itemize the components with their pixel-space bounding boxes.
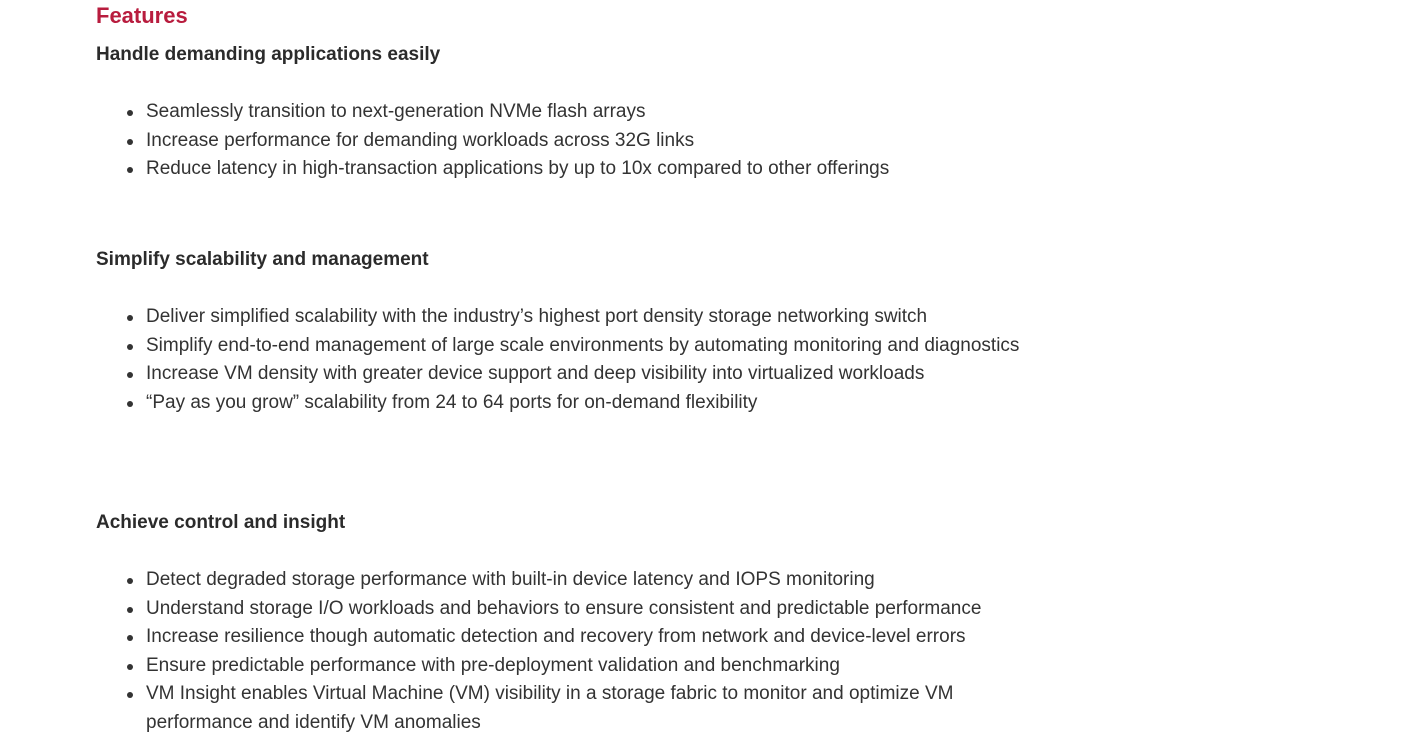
- list-item: “Pay as you grow” scalability from 24 to 64 ports for on-demand flexibility: [96, 389, 1026, 418]
- bullet-list: [96, 303, 1056, 417]
- list-item: Reduce latency in high-transaction applications by up to 10x compared to other offerings: [96, 155, 1026, 184]
- list-item: VM Insight enables Virtual Machine (VM) visibility in a storage fabric to monitor and optimize VM performance and identify VM anomalies: [96, 680, 1026, 737]
- section-simplify-scalability: [96, 248, 1056, 417]
- section-heading: Achieve control and insight: [96, 512, 346, 533]
- list-item: Simplify end-to-end management of large scale environments by automating monitoring and diagnostics: [96, 332, 1026, 361]
- section-heading: Handle demanding applications easily: [96, 44, 441, 65]
- bullet-list: [96, 98, 1056, 184]
- list-item: Understand storage I/O workloads and behaviors to ensure consistent and predictable performance: [96, 595, 1026, 624]
- list-item: Increase VM density with greater device support and deep visibility into virtualized workloads: [96, 360, 1026, 389]
- section-achieve-control: [96, 511, 1056, 738]
- list-item: Detect degraded storage performance with built-in device latency and IOPS monitoring: [96, 566, 1026, 595]
- list-item: Deliver simplified scalability with the industry’s highest port density storage networking switch: [96, 303, 1026, 332]
- list-item: Increase resilience though automatic detection and recovery from network and device-level errors: [96, 623, 1026, 652]
- bullet-list: [96, 566, 1056, 738]
- section-handle-demanding-applications: [96, 43, 1056, 184]
- section-heading: Simplify scalability and management: [96, 249, 429, 270]
- list-item: Ensure predictable performance with pre-deployment validation and benchmarking: [96, 652, 1026, 681]
- features-title: Features: [96, 3, 188, 28]
- list-item: Seamlessly transition to next-generation NVMe flash arrays: [96, 98, 1026, 127]
- list-item: Increase performance for demanding workloads across 32G links: [96, 127, 1026, 156]
